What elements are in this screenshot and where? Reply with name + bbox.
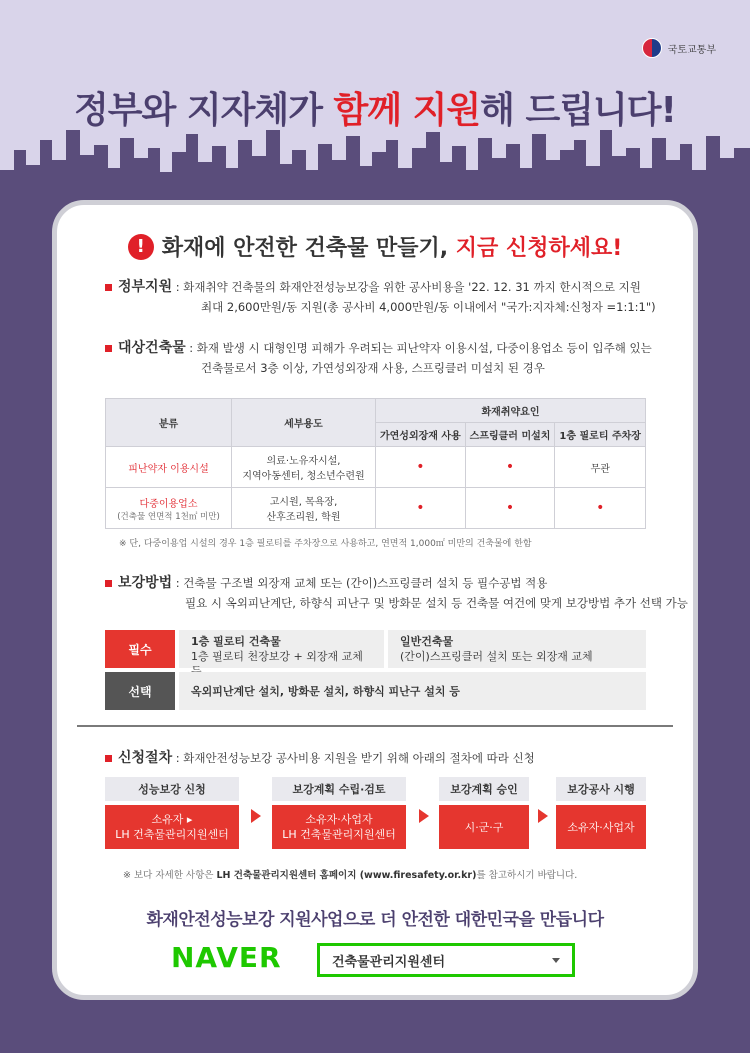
headline-pre: 정부와 지자체가 — [74, 90, 334, 131]
reference-note — [123, 867, 577, 881]
optional-tag: 선택 — [105, 672, 175, 710]
step2-head: 보강계획 수립·검토 — [272, 777, 406, 801]
row2-factor1: • — [376, 488, 466, 529]
vulnerability-table — [105, 398, 646, 529]
bullet-icon — [105, 345, 112, 352]
bullet-icon — [105, 580, 112, 587]
gov-support-label: 정부지원 — [118, 279, 173, 295]
arrow-right-icon — [419, 809, 429, 823]
th-detail: 세부용도 — [232, 399, 376, 447]
procedure-step-1 — [105, 777, 239, 849]
ministry-name: 국토교통부 — [667, 44, 716, 56]
req1-text: 1층 필로티 천장보강 + 외장재 교체 — [191, 650, 363, 663]
headline-post: 해 드립니다! — [480, 90, 676, 131]
required-tag: 필수 — [105, 630, 175, 668]
title-pre: 화재에 안전한 건축물 만들기, — [161, 236, 456, 261]
step3-body — [439, 805, 529, 849]
page-headline — [0, 82, 750, 133]
req2-text: (간이)스프링클러 설치 또는 외장재 교체 — [400, 650, 593, 663]
row2-factor2: • — [465, 488, 555, 529]
row1-factor2: • — [465, 447, 555, 488]
th-factor-2: 스프링클러 미설치 — [465, 423, 555, 447]
step4-line1: 소유자·사업자 — [567, 820, 635, 834]
row2-category-cell — [106, 488, 232, 529]
step3-head: 보강계획 승인 — [439, 777, 529, 801]
method-section — [105, 573, 688, 613]
bullet-icon — [105, 755, 112, 762]
step3-line1: 시·군·구 — [464, 820, 504, 834]
procedure-label: 신청절차 — [118, 750, 173, 766]
step1-line1: 소유자 ▸ — [151, 813, 193, 826]
procedure-step-3 — [439, 777, 529, 849]
target-line1: : 화재 발생 시 대형인명 피해가 우려되는 피난약자 이용시설, 다중이용업소 등이 입주해 있는 — [189, 341, 652, 355]
table-row — [106, 488, 646, 529]
table-row — [106, 447, 646, 488]
row1-factor3: 무관 — [555, 447, 646, 488]
title-highlight: 지금 신청하세요! — [455, 236, 623, 261]
method-line2: 필요 시 옥외피난계단, 하향식 피난구 및 방화문 설치 등 건축물 여건에 맞게 보강방법 추가 선택 가능 — [185, 596, 688, 610]
search-box[interactable] — [317, 943, 575, 977]
req1-title: 1층 필로티 건축물 — [191, 635, 281, 648]
step2-body — [272, 805, 406, 849]
row2-category: 다중이용업소 — [139, 498, 198, 510]
gov-support-line1: : 화재취약 건축물의 화재안전성능보강을 위한 공사비용을 '22. 12. 31 까지 한시적으로 지원 — [175, 280, 641, 294]
th-category: 분류 — [106, 399, 232, 447]
step1-line2: LH 건축물관리지원센터 — [115, 828, 229, 841]
procedure-line1: : 화재안전성능보강 공사비용 지원을 받기 위해 아래의 절차에 따라 신청 — [175, 751, 535, 765]
procedure-section — [105, 748, 535, 768]
headline-highlight: 함께 지원 — [333, 90, 481, 131]
ref-pre: ※ 보다 자세한 사항은 — [123, 870, 217, 881]
target-section — [105, 338, 652, 378]
optional-method-row — [105, 672, 646, 710]
row1-detail: 의료·노유자시설, 지역아동센터, 청소년수련원 — [232, 447, 376, 488]
step1-body — [105, 805, 239, 849]
ref-link[interactable]: LH 건축물관리지원센터 홈페이지 (www.firesafety.or.kr) — [216, 870, 477, 881]
step1-head: 성능보강 신청 — [105, 777, 239, 801]
arrow-right-icon — [251, 809, 261, 823]
exclamation-icon: ! — [128, 234, 154, 260]
row2-factor3: • — [555, 488, 646, 529]
closing-slogan: 화재안전성능보강 지원사업으로 더 안전한 대한민국을 만듭니다 — [146, 910, 604, 930]
row2-category-sub: (건축물 연면적 1천㎡ 미만) — [117, 511, 220, 522]
required-option-1 — [179, 630, 384, 668]
procedure-step-2 — [272, 777, 406, 849]
arrow-right-icon — [538, 809, 548, 823]
procedure-step-4 — [556, 777, 646, 849]
method-line1: : 건축물 구조별 외장재 교체 또는 (간이)스프링클러 설치 등 필수공법 적용 — [175, 576, 548, 590]
card-title — [57, 231, 693, 262]
row2-detail: 고시원, 목욕장, 산후조리원, 학원 — [232, 488, 376, 529]
ref-post: 를 참고하시기 바랍니다. — [476, 870, 578, 881]
method-label: 보강방법 — [118, 575, 173, 591]
target-line2: 건축물로서 3층 이상, 가연성외장재 사용, 스프링클러 미설치 된 경우 — [201, 361, 545, 375]
section-divider — [77, 725, 673, 727]
step4-body — [556, 805, 646, 849]
dropdown-arrow-icon — [552, 958, 560, 963]
optional-text: 옥외피난계단 설치, 방화문 설치, 하향식 피난구 설치 등 — [179, 672, 646, 710]
th-factor-3: 1층 필로티 주차장 — [555, 423, 646, 447]
step4-head: 보강공사 시행 — [556, 777, 646, 801]
th-factors: 화재취약요인 — [376, 399, 646, 423]
table-note: ※ 단, 다중이용업 시설의 경우 1층 필로티를 주차장으로 사용하고, 연면적 1,000㎡ 미만의 건축물에 한함 — [119, 539, 532, 549]
government-emblem-icon — [642, 38, 662, 58]
ministry-logo — [642, 38, 716, 58]
gov-support-line2: 최대 2,600만원/동 지원(총 공사비 4,000만원/동 이내에서 "국가:지자체:신청자 =1:1:1") — [201, 300, 656, 314]
req2-title: 일반건축물 — [400, 635, 454, 648]
naver-logo: NAVER — [171, 941, 282, 974]
gov-support-section — [105, 277, 656, 317]
row1-factor1: • — [376, 447, 466, 488]
required-option-2 — [388, 630, 646, 668]
info-card — [52, 200, 698, 1000]
step2-line1: 소유자·사업자 — [305, 813, 373, 826]
target-label: 대상건축물 — [118, 340, 186, 356]
th-factor-1: 가연성외장재 사용 — [376, 423, 466, 447]
required-method-row — [105, 630, 646, 668]
search-text: 건축물관리지원센터 — [332, 954, 446, 970]
row1-category: 피난약자 이용시설 — [106, 447, 232, 488]
step2-line2: LH 건축물관리지원센터 — [282, 828, 396, 841]
bullet-icon — [105, 284, 112, 291]
